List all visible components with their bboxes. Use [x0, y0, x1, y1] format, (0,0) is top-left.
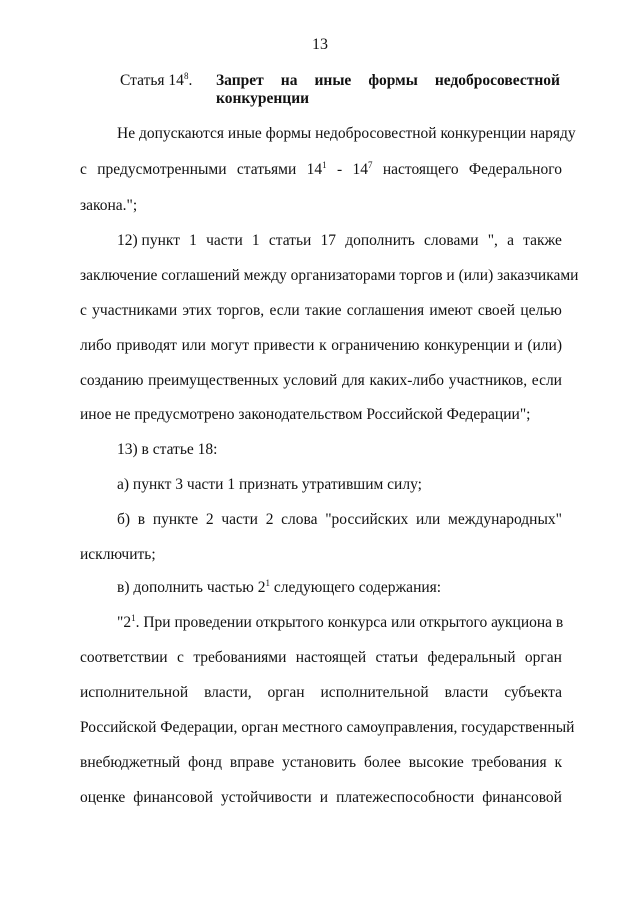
- paragraph-line-6: [80, 301, 562, 321]
- word: исполнительной: [80, 684, 189, 701]
- word: если: [269, 302, 300, 319]
- word: вправе: [229, 754, 275, 771]
- paragraph-line-9: иное не предусмотрено законодательством Российской Федерации";: [80, 406, 531, 423]
- word: "российских: [325, 511, 409, 528]
- word: 1: [251, 232, 260, 249]
- word: конкуренции: [424, 337, 510, 354]
- word: власти,: [204, 684, 252, 701]
- l14-suffix: следующего содержания:: [269, 579, 442, 596]
- word: условий: [283, 372, 338, 389]
- word: 2: [205, 511, 214, 528]
- word: преимущественных: [148, 372, 279, 389]
- word: высокие: [408, 754, 464, 771]
- word: 17: [320, 232, 337, 249]
- paragraph-line-16: [80, 648, 562, 668]
- word: могут: [210, 337, 250, 354]
- word: в: [137, 511, 146, 528]
- ref-b-sup: 7: [367, 159, 373, 170]
- paragraph-line-18: Российской Федерации, орган местного самоуправления, государственный: [80, 719, 575, 736]
- word: орган: [524, 649, 562, 666]
- word: или: [181, 337, 206, 354]
- word: Запрет: [216, 72, 264, 89]
- word: слова: [281, 511, 318, 528]
- word: субъекта: [504, 684, 562, 701]
- paragraph-line-14: [117, 578, 562, 598]
- paragraph-line-15: [117, 613, 562, 633]
- article-title-line-2: конкуренции: [216, 90, 310, 107]
- paragraph-line-8: [80, 371, 562, 391]
- word: платежеспособности: [336, 789, 475, 806]
- paragraph-line-10: 13) в статье 18:: [117, 441, 218, 458]
- word: если: [531, 372, 562, 389]
- word: формы: [368, 72, 418, 89]
- article-ref-b: [352, 160, 372, 180]
- article-ref-a: [307, 160, 327, 180]
- word: также: [523, 232, 562, 249]
- word: международных": [448, 511, 562, 528]
- paragraph-line-13: исключить;: [80, 546, 156, 563]
- l15-sup: 1: [131, 612, 136, 623]
- word: участников,: [448, 372, 528, 389]
- l2-word: статьями: [236, 161, 297, 178]
- word: недобросовестной: [434, 72, 560, 89]
- word: части: [221, 511, 258, 528]
- word: словами: [424, 232, 479, 249]
- word: дополнить: [345, 232, 415, 249]
- word: а: [507, 232, 514, 249]
- word: целью: [520, 302, 562, 319]
- word: орган: [267, 684, 305, 701]
- word: пункте: [152, 511, 199, 528]
- word: статьи: [375, 649, 419, 666]
- word: 12) пункт: [117, 232, 180, 249]
- page-number: 13: [312, 36, 328, 53]
- word: федеральный: [427, 649, 516, 666]
- word: власти: [444, 684, 489, 701]
- word: фонд: [188, 754, 223, 771]
- l15-prefix: "2: [117, 614, 132, 631]
- word: части: [206, 232, 243, 249]
- article-label: [120, 72, 192, 90]
- word: и: [319, 789, 329, 806]
- word: соглашения: [346, 302, 425, 319]
- article-title-line-1: [216, 72, 560, 90]
- word: каких-либо: [369, 372, 445, 389]
- word: установить: [282, 754, 357, 771]
- word: устойчивости: [221, 789, 312, 806]
- word: более: [363, 754, 401, 771]
- paragraph-line-20: [80, 788, 562, 808]
- word: участниками: [92, 302, 178, 319]
- word: с: [177, 649, 184, 666]
- word: или: [415, 511, 441, 528]
- l2-word: Федерального: [468, 161, 562, 178]
- word: ",: [487, 232, 498, 249]
- ref-a-sup: 1: [322, 159, 327, 170]
- paragraph-line-11: а) пункт 3 части 1 признать утратившим силу;: [117, 476, 422, 493]
- article-label-sup: 8: [183, 70, 189, 81]
- word: имеют: [429, 302, 473, 319]
- word: финансовой: [482, 789, 562, 806]
- word: к: [319, 337, 327, 354]
- word: требованиями: [193, 649, 287, 666]
- word: на: [280, 72, 298, 89]
- word: либо: [80, 337, 112, 354]
- paragraph-line-7: [80, 336, 562, 356]
- paragraph-line-19: [80, 753, 562, 773]
- article-label-suffix: .: [188, 72, 193, 89]
- paragraph-line-17: [80, 683, 562, 703]
- word: торгов,: [217, 302, 265, 319]
- ref-b-number: 14: [352, 161, 368, 178]
- word: 2: [265, 511, 274, 528]
- word: привести: [253, 337, 315, 354]
- l14-prefix: в) дополнить частью 2: [117, 579, 266, 596]
- paragraph-line-5: заключение соглашений между организаторами торгов и (или) заказчиками: [80, 267, 579, 284]
- word: и: [514, 337, 523, 354]
- ref-a-number: 14: [306, 161, 323, 178]
- word: приводят: [116, 337, 177, 354]
- word: ограничению: [331, 337, 420, 354]
- word: требования: [471, 754, 547, 771]
- paragraph-line-1: Не допускаются иные формы недобросовестной конкуренции наряду: [117, 125, 576, 142]
- l14-sup: 1: [265, 577, 270, 588]
- word: к: [554, 754, 562, 771]
- word: настоящей: [295, 649, 367, 666]
- word: статьи: [268, 232, 312, 249]
- word: с: [80, 302, 87, 319]
- word: (или): [527, 337, 562, 354]
- word: созданию: [80, 372, 144, 389]
- word: б): [117, 511, 131, 528]
- word: исполнительной: [320, 684, 429, 701]
- word: внебюджетный: [80, 754, 181, 771]
- word: соответствии: [80, 649, 168, 666]
- range-dash: -: [336, 161, 343, 178]
- article-title: [216, 72, 560, 108]
- l2-word: с: [80, 161, 87, 178]
- word: 1: [189, 232, 197, 249]
- paragraph-line-3: закона.";: [80, 197, 138, 214]
- article-label-prefix: Статья 14: [120, 72, 184, 89]
- paragraph-line-12: [117, 510, 562, 530]
- word: своей: [477, 302, 516, 319]
- paragraph-line-2: [80, 160, 562, 180]
- word: финансовой: [133, 789, 213, 806]
- word: оценке: [80, 789, 126, 806]
- l2-word: настоящего: [382, 161, 459, 178]
- paragraph-line-4: [117, 231, 562, 251]
- l15-suffix: . При проведении открытого конкурса или открытого аукциона в: [135, 614, 564, 631]
- word: иные: [314, 72, 352, 89]
- word: для: [342, 372, 365, 389]
- word: такие: [304, 302, 342, 319]
- l2-word: предусмотренными: [97, 161, 227, 178]
- word: этих: [182, 302, 212, 319]
